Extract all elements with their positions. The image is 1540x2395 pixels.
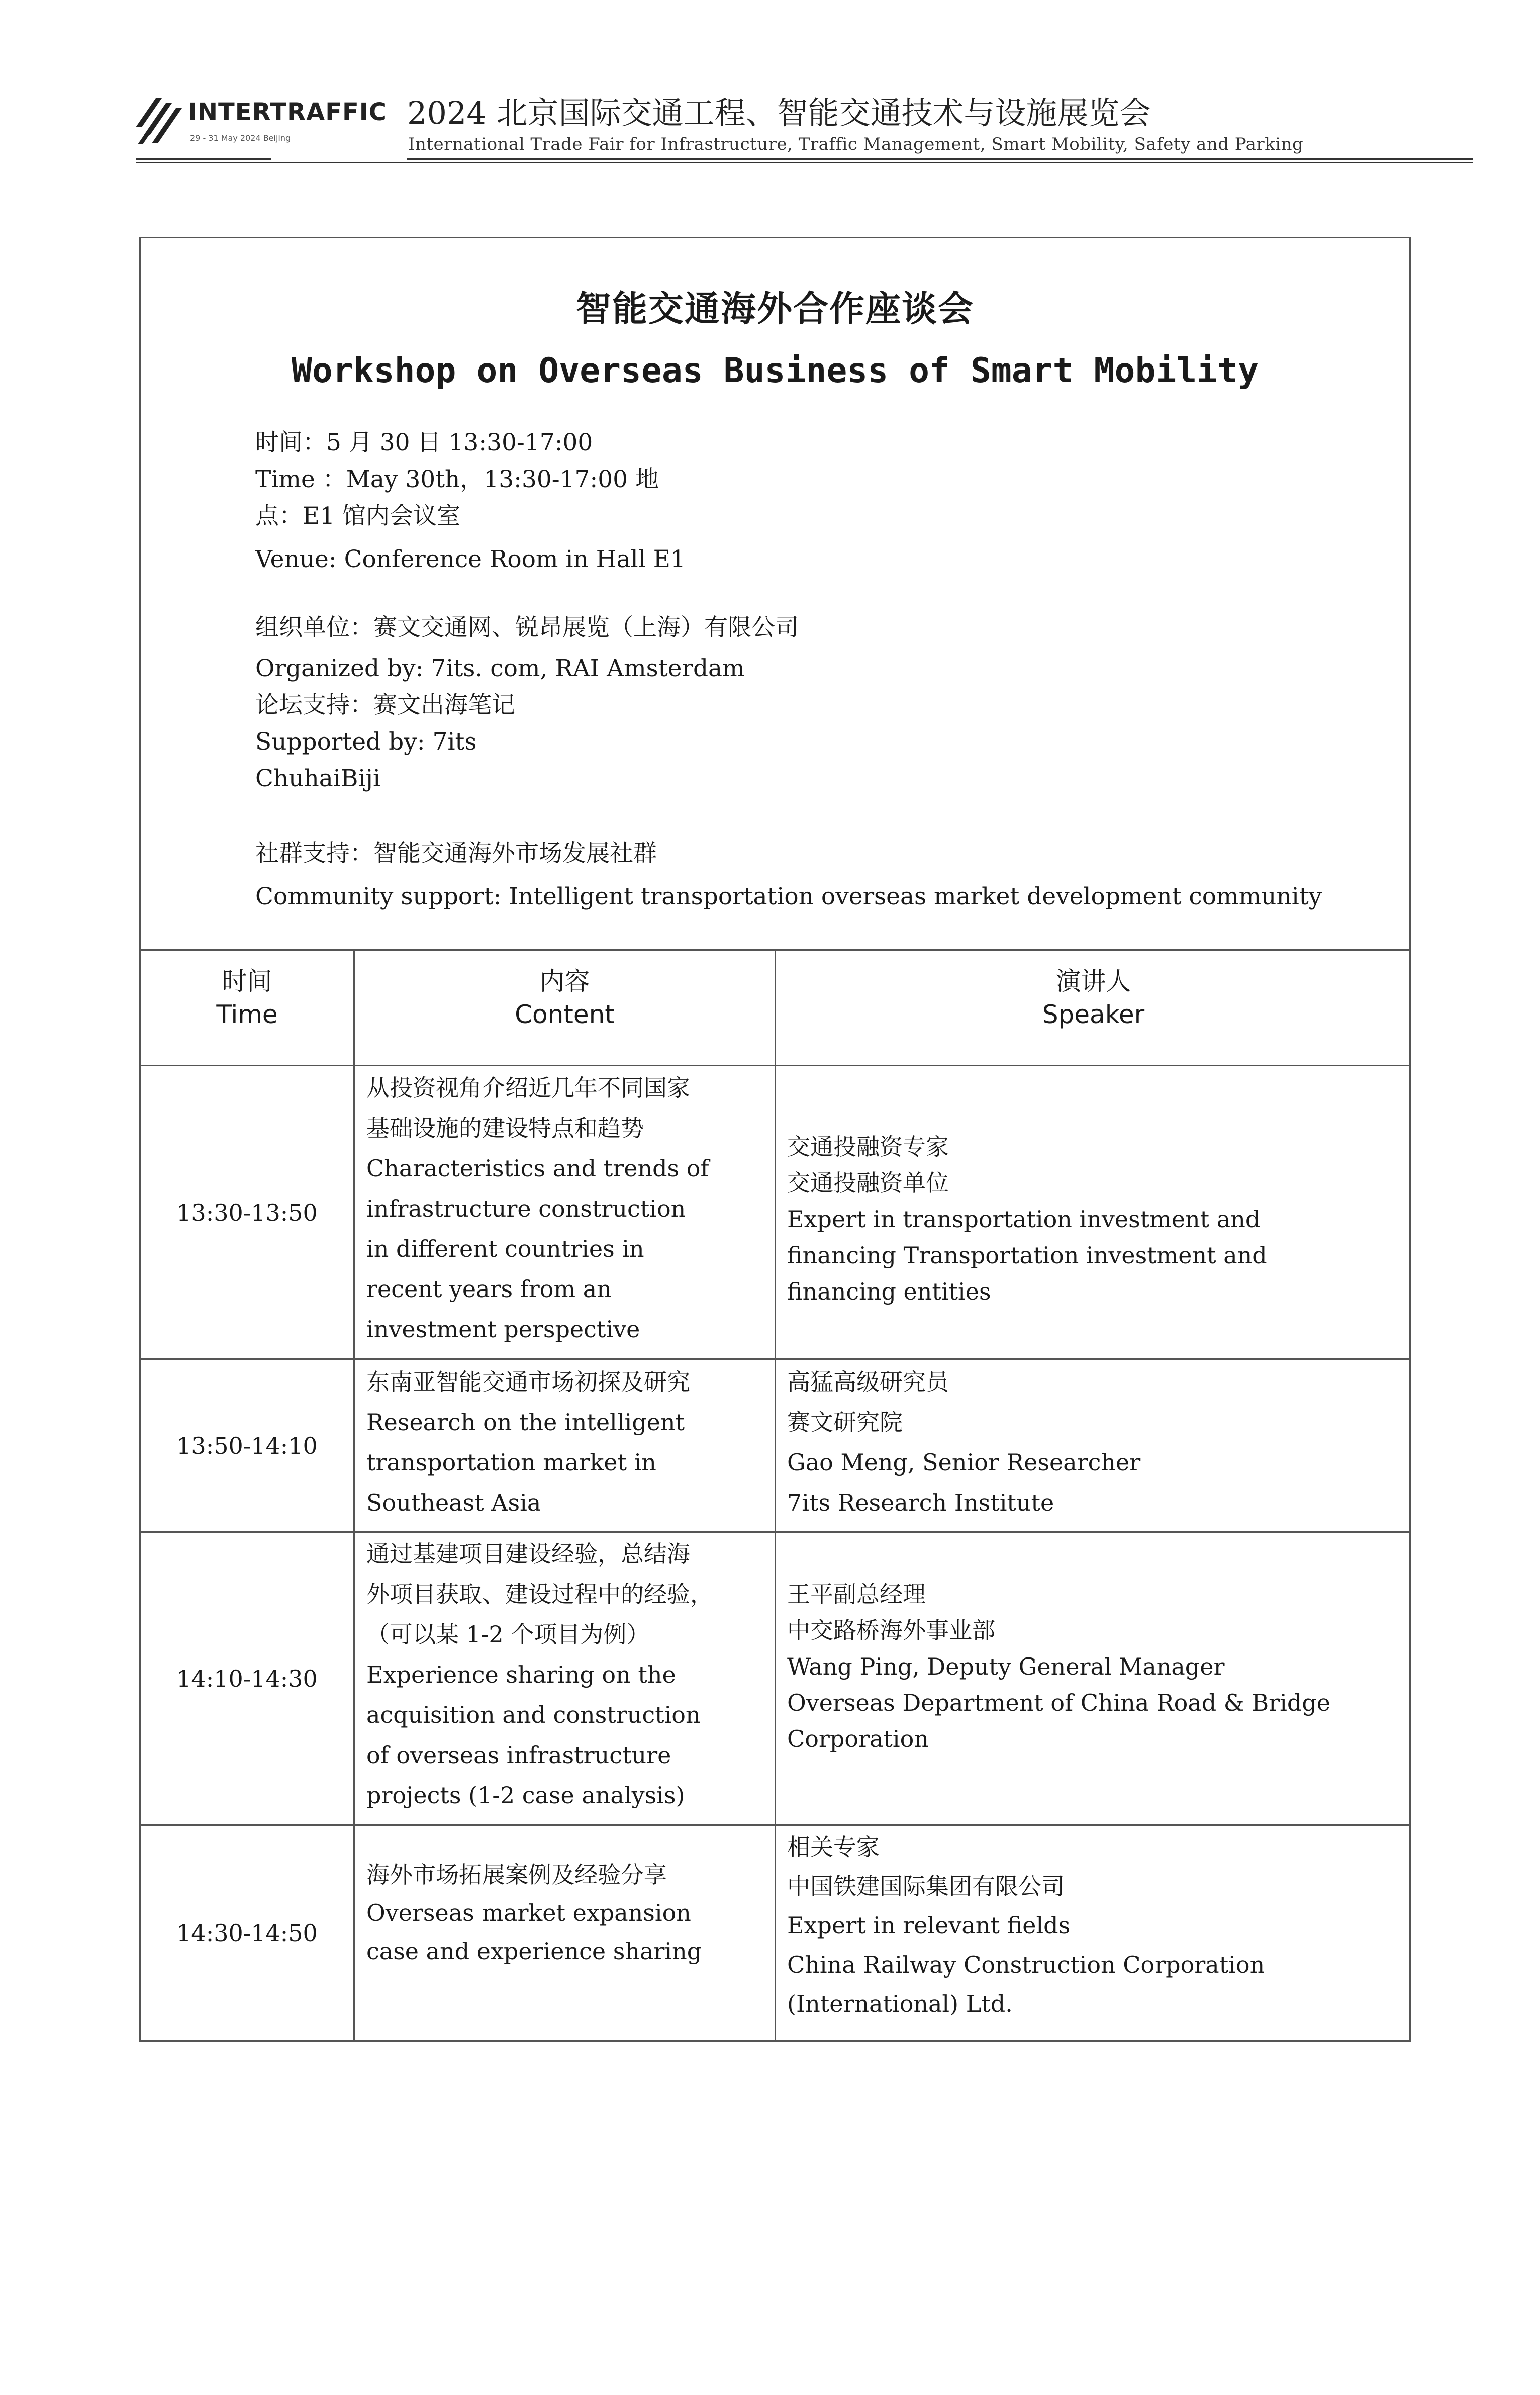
page-header [136, 88, 1473, 163]
speaker-line: Gao Meng, Senior Researcher [787, 1449, 1141, 1476]
fair-title-en: International Trade Fair for Infrastructure, Traffic Management, Smart Mobility, Safety and Parking [408, 134, 1304, 154]
speaker-line: (International) Ltd. [787, 1990, 1013, 2017]
content-line: Research on the intelligent [366, 1409, 685, 1436]
table-divider [775, 951, 776, 2042]
content-line: （可以某 1-2 个项目为例） [366, 1621, 650, 1648]
content-line: projects (1-2 case analysis) [366, 1782, 685, 1809]
speaker-line: 王平副总经理 [787, 1581, 926, 1608]
row-speaker [787, 1129, 1405, 1310]
logo-stripes-icon [136, 96, 182, 146]
community-cn: 社群支持：智能交通海外市场发展社群 [255, 840, 657, 867]
content-line: recent years from an [366, 1275, 612, 1303]
speaker-line: financing Transportation investment and [787, 1242, 1267, 1269]
forum-support-cn: 论坛支持：赛文出海笔记 [255, 691, 515, 719]
content-line: 东南亚智能交通市场初探及研究 [366, 1368, 690, 1396]
speaker-line: 交通投融资专家 [787, 1133, 949, 1160]
header-rule-thin [136, 162, 1473, 163]
header-rule [407, 158, 1473, 160]
event-title-en: Workshop on Overseas Business of Smart Mobility [291, 351, 1259, 391]
speaker-line: 相关专家 [787, 1833, 880, 1861]
row-speaker [787, 1576, 1405, 1757]
column-header-content [355, 951, 775, 1065]
content-line: Experience sharing on the [366, 1661, 676, 1688]
community-en: Community support: Intelligent transportation overseas market development community [255, 883, 1322, 910]
event-time-en: Time ：May 30th，13:30-17:00 地 [255, 466, 659, 493]
content-line: in different countries in [366, 1235, 644, 1262]
event-time-cn: 时间：5 月 30 日 13:30-17:00 [255, 429, 593, 456]
logo-name: INTERTRAFFIC [188, 98, 387, 126]
speaker-line: Corporation [787, 1725, 929, 1753]
event-info-section [141, 238, 1409, 951]
event-venue-en: Venue: Conference Room in Hall E1 [255, 545, 686, 573]
content-line: 从投资视角介绍近几年不同国家 [366, 1074, 690, 1101]
row-time: 14:10-14:30 [176, 1665, 318, 1692]
column-header-time [141, 951, 353, 1065]
logo-date: 29 - 31 May 2024 Beijing [190, 133, 291, 143]
content-line: Overseas market expansion [366, 1899, 691, 1926]
event-title-cn: 智能交通海外合作座谈会 [576, 288, 974, 329]
row-time: 13:30-13:50 [176, 1199, 318, 1226]
header-content-cn: 内容 [539, 967, 590, 996]
content-line: case and experience sharing [366, 1938, 702, 1965]
row-content [366, 1534, 774, 1815]
content-line: 海外市场拓展案例及经验分享 [366, 1861, 667, 1888]
speaker-line: 赛文研究院 [787, 1409, 903, 1436]
header-speaker-en: Speaker [1042, 1000, 1145, 1029]
row-content [366, 1362, 774, 1523]
speaker-line: Wang Ping, Deputy General Manager [787, 1653, 1225, 1680]
row-content [366, 1068, 774, 1349]
speaker-line: Expert in relevant fields [787, 1912, 1071, 1939]
content-line: acquisition and construction [366, 1701, 701, 1728]
speaker-line: China Railway Construction Corporation [787, 1951, 1265, 1978]
speaker-line: 中交路桥海外事业部 [787, 1617, 995, 1644]
column-header-speaker [776, 951, 1411, 1065]
speaker-line: financing entities [787, 1278, 991, 1305]
header-rule [136, 158, 271, 160]
organizer-cn: 组织单位：赛文交通网、锐昂展览（上海）有限公司 [255, 614, 799, 641]
content-line: transportation market in [366, 1449, 656, 1476]
table-divider [353, 951, 355, 2042]
row-speaker [787, 1827, 1405, 2023]
content-line: 基础设施的建设特点和趋势 [366, 1115, 644, 1142]
schedule-table [141, 951, 1409, 2042]
row-speaker [787, 1362, 1405, 1523]
speaker-line: 中国铁建国际集团有限公司 [787, 1873, 1065, 1900]
row-time: 14:30-14:50 [176, 1919, 318, 1947]
content-line: 外项目获取、建设过程中的经验， [366, 1581, 713, 1608]
event-venue-cn: 点：E1 馆内会议室 [255, 502, 461, 530]
content-line: investment perspective [366, 1316, 640, 1343]
organizer-en: Organized by: 7its. com, RAI Amsterdam [255, 655, 745, 682]
speaker-line: 7its Research Institute [787, 1489, 1054, 1516]
header-speaker-cn: 演讲人 [1055, 967, 1131, 996]
fair-title-cn: 2024 北京国际交通工程、智能交通技术与设施展览会 [407, 95, 1151, 131]
row-time: 13:50-14:10 [176, 1432, 318, 1459]
content-line: of overseas infrastructure [366, 1741, 671, 1769]
speaker-line: Expert in transportation investment and [787, 1206, 1261, 1233]
header-time-cn: 时间 [222, 967, 272, 996]
intertraffic-logo [136, 91, 397, 151]
header-content-en: Content [515, 1000, 615, 1029]
content-line: Characteristics and trends of [366, 1155, 709, 1182]
content-line: 通过基建项目建设经验，总结海 [366, 1540, 690, 1568]
content-line: Southeast Asia [366, 1489, 541, 1516]
speaker-line: Overseas Department of China Road & Bridge [787, 1689, 1330, 1716]
speaker-line: 交通投融资单位 [787, 1169, 949, 1196]
content-line: infrastructure construction [366, 1195, 686, 1222]
forum-support-en-2: ChuhaiBiji [255, 765, 380, 792]
workshop-document [139, 237, 1411, 2042]
row-content [366, 1856, 774, 1970]
header-time-en: Time [216, 1000, 278, 1029]
forum-support-en: Supported by: 7its [255, 728, 477, 756]
speaker-line: 高猛高级研究员 [787, 1368, 949, 1396]
